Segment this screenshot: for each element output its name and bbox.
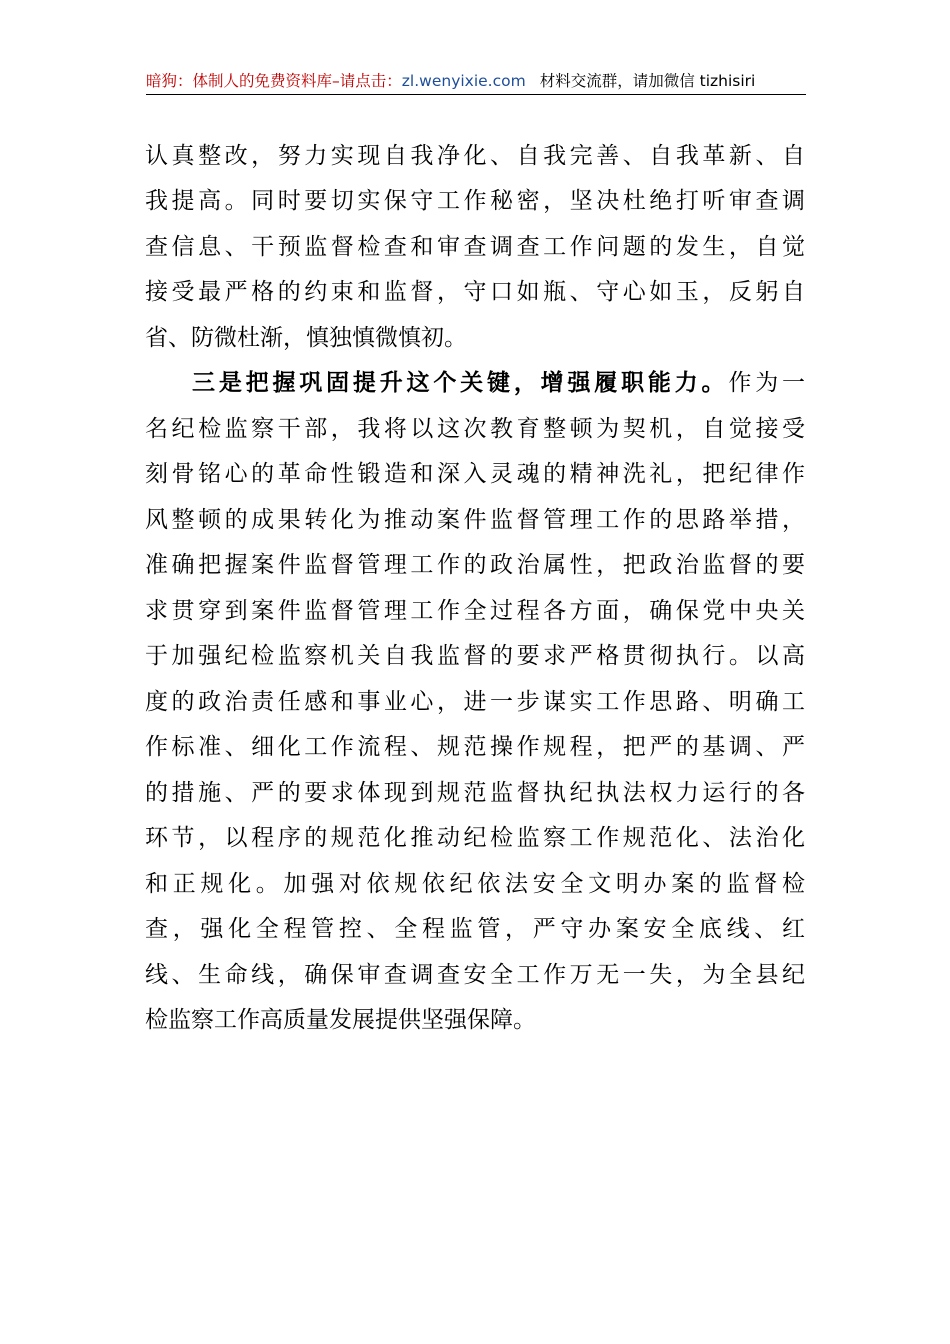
text-line: 于加强纪检监察机关自我监督的要求严格贯彻执行。以高 [145, 643, 805, 669]
section-heading: 三是把握巩固提升这个关键，增强履职能力。 [192, 370, 729, 396]
paragraph-2-first-line [192, 363, 805, 403]
text-line: 准确把握案件监督管理工作的政治属性，把政治监督的要 [145, 552, 805, 578]
text-line: 作标准、细化工作流程、规范操作规程，把严的基调、严 [145, 734, 805, 760]
text-line: 度的政治责任感和事业心，进一步谋实工作思路、明确工 [145, 689, 805, 715]
page-header [146, 70, 806, 95]
text-line: 查，强化全程管控、全程监管，严守办案安全底线、红 [145, 916, 805, 942]
text-line: 求贯穿到案件监督管理工作全过程各方面，确保党中央关 [145, 598, 805, 624]
header-url-link[interactable]: zl.wenyixie.com [401, 72, 526, 90]
text-line: 刻骨铭心的革命性锻造和深入灵魂的精神洗礼，把纪律作 [145, 461, 805, 487]
text-line: 接受最严格的约束和监督，守口如瓶、守心如玉，反躬自 [145, 279, 805, 305]
text-line: 线、生命线，确保审查调查安全工作万无一失，为全县纪 [145, 962, 805, 988]
text-line: 检监察工作高质量发展提供坚强保障。 [145, 1007, 536, 1033]
text-line: 环节，以程序的规范化推动纪检监察工作规范化、法治化 [145, 825, 805, 851]
text-line: 省、防微杜渐，慎独慎微慎初。 [145, 325, 467, 351]
header-contact: 材料交流群，请加微信 tizhisiri [539, 72, 756, 90]
header-prompt: –请点击： [332, 72, 402, 90]
text-line: 名纪检监察干部，我将以这次教育整顿为契机，自觉接受 [145, 416, 805, 442]
text-line: 风整顿的成果转化为推动案件监督管理工作的思路举措， [145, 507, 805, 533]
text-line: 和正规化。加强对依规依纪依法安全文明办案的监督检 [145, 871, 805, 897]
text-line: 我提高。同时要切实保守工作秘密，坚决杜绝打听审查调 [145, 188, 805, 214]
text-line: 查信息、干预监督检查和审查调查工作问题的发生，自觉 [145, 234, 805, 260]
text-line: 的措施、严的要求体现到规范监督执纪执法权力运行的各 [145, 780, 805, 806]
text-line: 认真整改，努力实现自我净化、自我完善、自我革新、自 [145, 143, 805, 169]
first-line-rest: 作为一 [728, 370, 805, 396]
header-brand: 暗狗：体制人的免费资料库 [146, 72, 333, 90]
